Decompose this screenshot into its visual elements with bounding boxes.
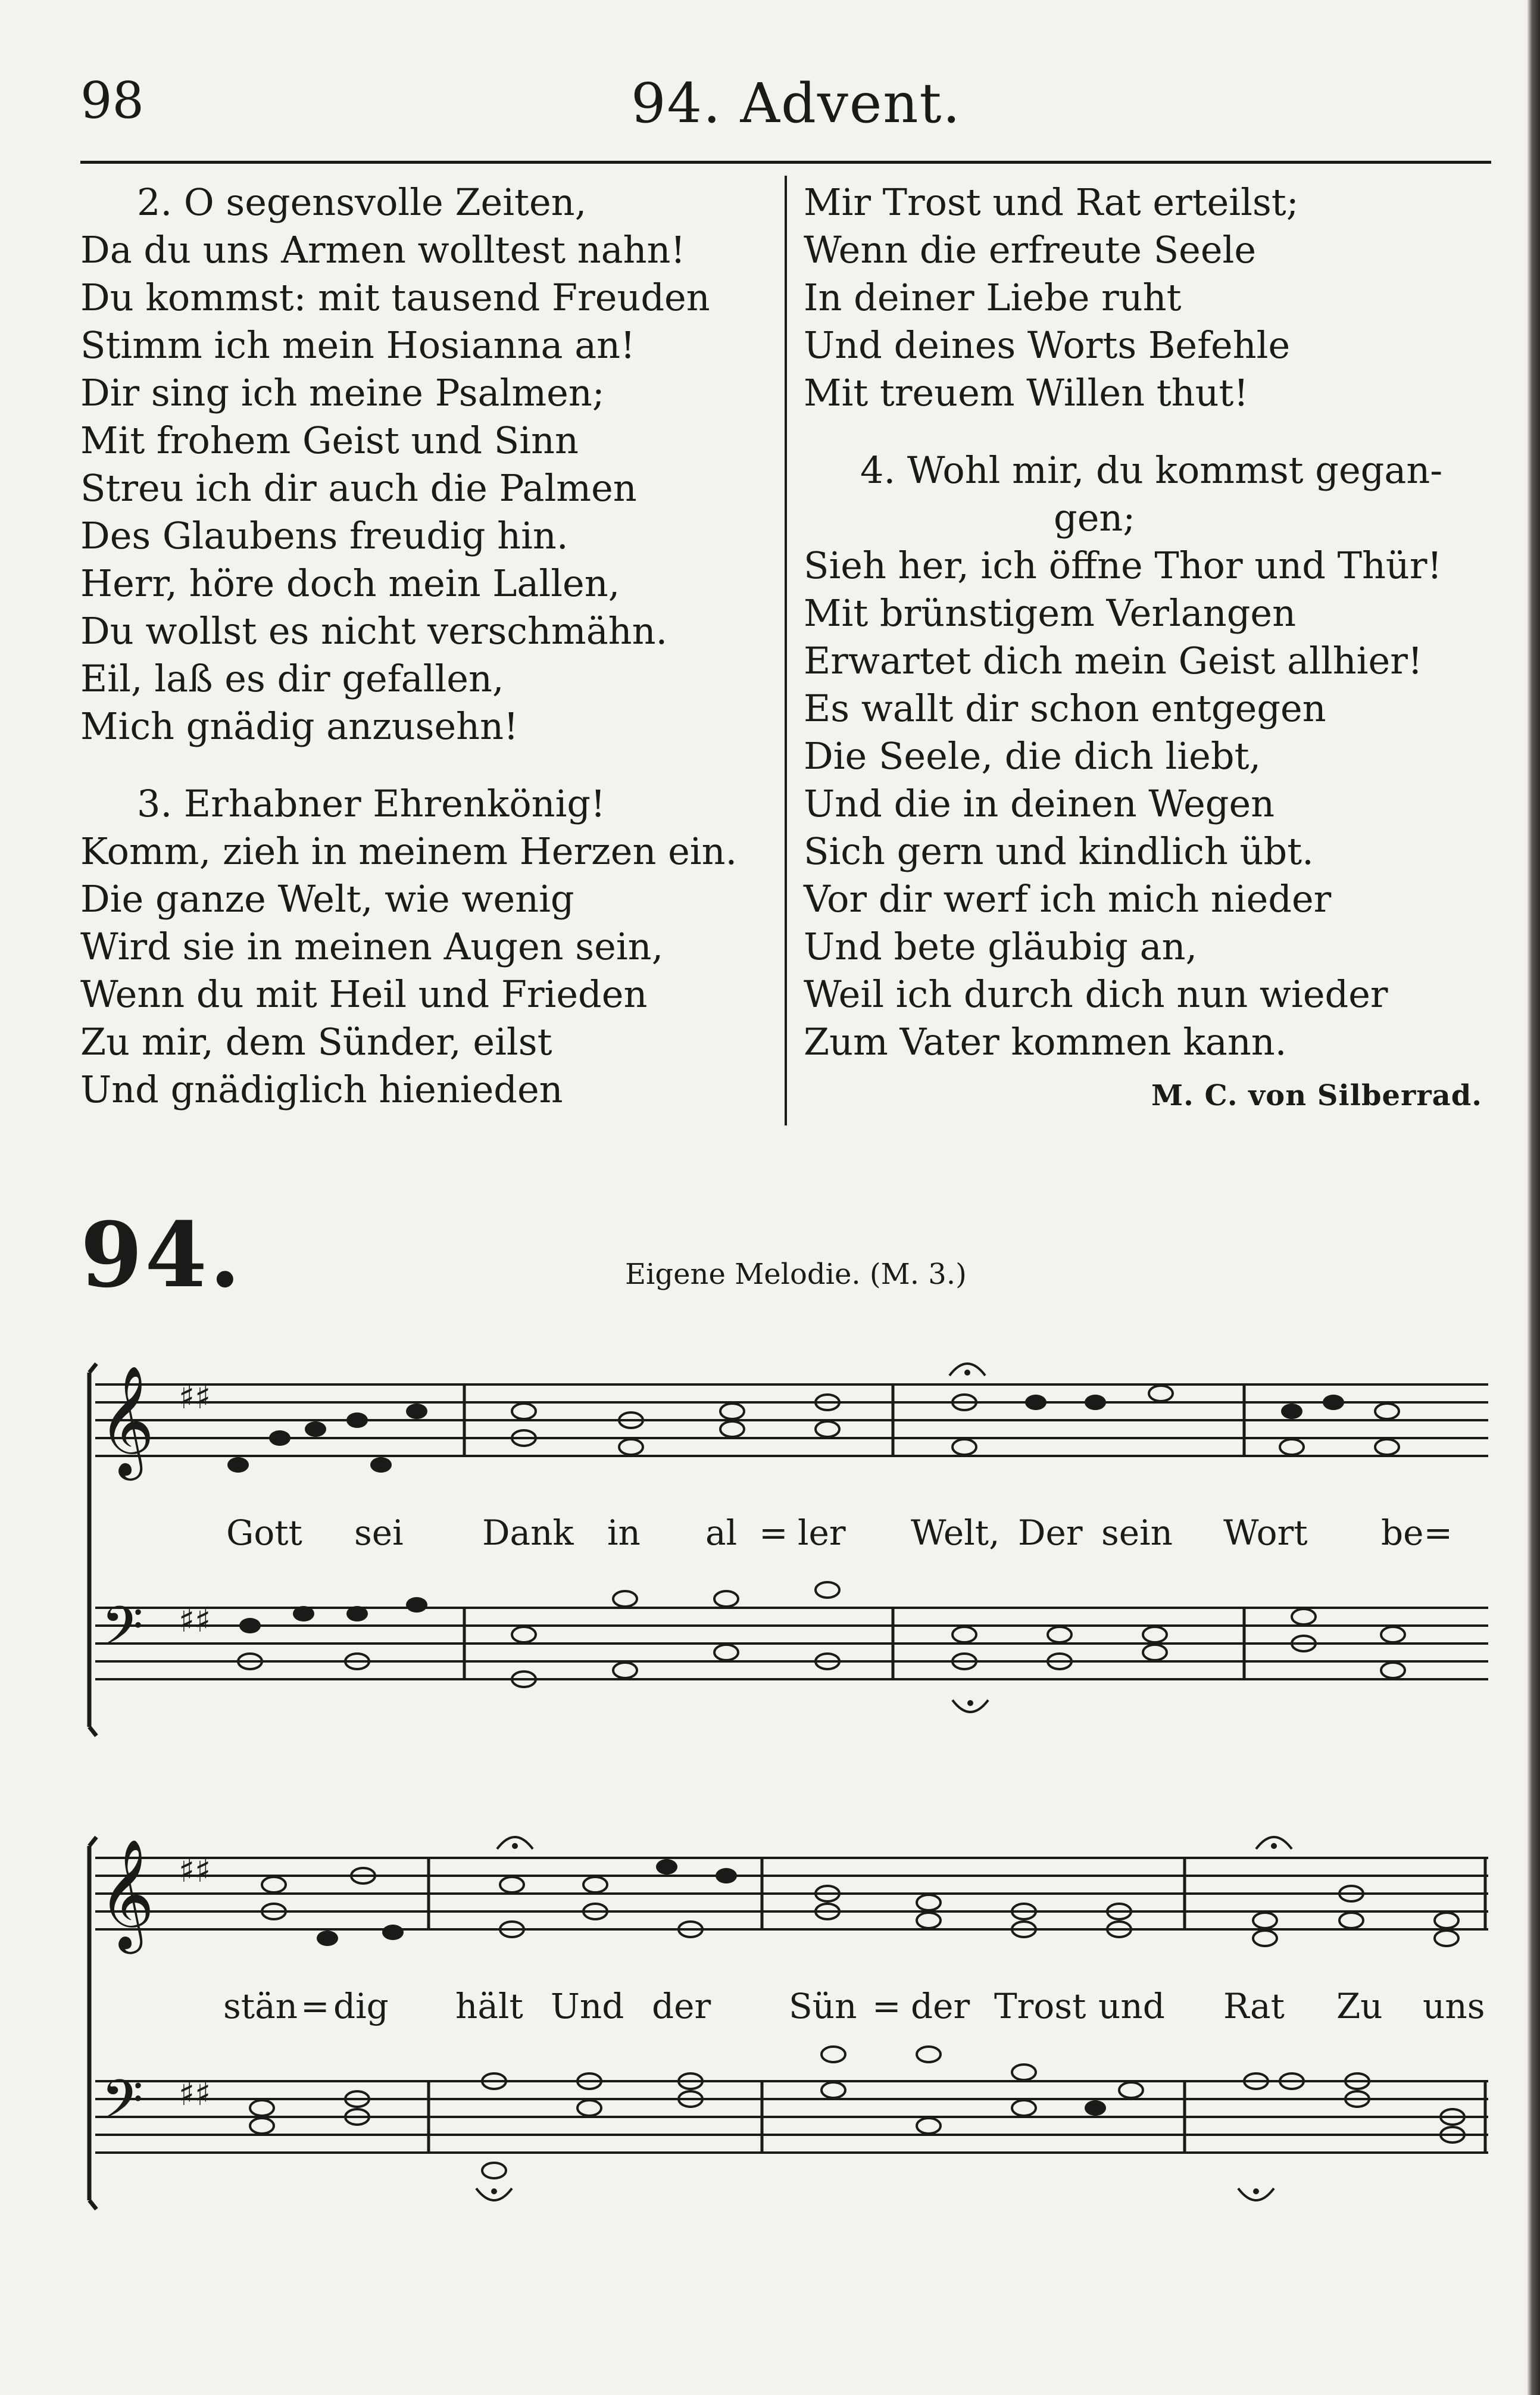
lyric-syllable: be= [1381,1513,1453,1553]
verse-line: Zu mir, dem Sünder, eilst [80,1020,552,1064]
verse-line: 3. Erhabner Ehrenkönig! [137,782,606,825]
verse-line: Sieh her, ich öffne Thor und Thür! [804,544,1442,587]
verse-line: Die ganze Welt, wie wenig [80,877,574,921]
lyric-syllable: uns [1423,1986,1485,2026]
left-column [80,179,777,1143]
lyric-syllable: der [911,1986,970,2026]
right-column [804,179,1494,1149]
lyric-syllable: stän [223,1986,298,2026]
verse-line: Wenn die erfreute Seele [804,228,1257,272]
key-signature-icon: ♯♯ [179,1851,211,1890]
verse-line: Mich gnädig anzusehn! [80,704,518,748]
verse-line: Mit frohem Geist und Sinn [80,419,579,462]
verse-line: Komm, zieh in meinem Herzen ein. [80,829,738,873]
verse-line: Weil ich durch dich nun wieder [804,972,1388,1016]
treble-clef-icon: 𝄞 [98,1364,155,1476]
lyric-syllable: Trost [994,1986,1086,2026]
stanza-3 [80,780,777,1114]
verse-line: Mit brünstigem Verlangen [804,591,1297,635]
lyric-syllable: Zu [1336,1986,1383,2026]
lyric-syllable: in [607,1513,641,1553]
verse-line: Wird sie in meinen Augen sein, [80,925,664,968]
lyric-syllable: Rat [1223,1986,1285,2026]
lyric-syllable: und [1098,1986,1165,2026]
lyric-syllable: dig [333,1986,389,2026]
header-rule [80,161,1491,164]
verse-line: Sich gern und kindlich übt. [804,829,1314,873]
verse-line: Und bete gläubig an, [804,925,1198,968]
stanza-3-continued [804,179,1494,417]
verse-line: Mit treuem Willen thut! [804,371,1249,414]
key-signature-icon: ♯♯ [179,1378,211,1417]
verse-line: Und gnädiglich hienieden [80,1068,563,1111]
lyric-syllable: sein [1101,1513,1173,1553]
lyric-syllable: Wort [1223,1513,1308,1553]
verse-line: Und deines Worts Befehle [804,323,1291,367]
lyric-syllable: al [705,1513,738,1553]
page-header [0,0,1540,161]
lyric-syllable: Und [551,1986,624,2026]
lyric-syllable: Der [1018,1513,1083,1553]
lyric-syllable: sei [354,1513,404,1553]
lyric-syllable: ler [798,1513,846,1553]
lyric-syllable: = [301,1986,330,2026]
verse-line: Du kommst: mit tausend Freuden [80,276,710,319]
verse-line: Die Seele, die dich liebt, [804,734,1261,778]
verse-line: Herr, höre doch mein Lallen, [80,562,620,605]
lyric-syllable: Gott [226,1513,302,1553]
verse-line: 4. Wohl mir, du kommst gegan- [860,448,1443,492]
page-title: 94. Advent. [631,71,961,135]
system-2-bass-staff [95,2081,1488,2153]
key-signature-icon: ♯♯ [179,1601,211,1640]
verse-line: Es wallt dir schon entgegen [804,687,1326,730]
verse-line: Des Glaubens freudig hin. [80,514,568,557]
lyric-syllable: Sün [789,1986,857,2026]
verse-line: In deiner Liebe ruht [804,276,1182,319]
column-divider [785,176,787,1125]
score-svg [0,1340,1540,2263]
verse-line: Du wollst es nicht verschmähn. [80,609,668,653]
lyric-syllable: hält [455,1986,523,2026]
bass-clef-icon: 𝄢 [101,1595,143,1671]
verse-line: Und die in deinen Wegen [804,782,1275,825]
verse-line: Mir Trost und Rat erteilst; [804,180,1299,224]
treble-clef-icon: 𝄞 [98,1838,155,1949]
verse-line: Streu ich dir auch die Palmen [80,466,637,510]
key-signature-icon: ♯♯ [179,2075,211,2113]
verse-line: Vor dir werf ich mich nieder [804,877,1332,921]
stanza-4 [804,447,1494,1119]
page-number: 98 [80,71,144,130]
lyric-syllable: = [759,1513,788,1553]
verse-line: Stimm ich mein Hosianna an! [80,323,635,367]
verse-line: gen; [1054,496,1136,540]
verse-line: Zum Vater kommen kann. [804,1020,1287,1064]
hymn-number: 94. [80,1203,243,1308]
music-score [0,1340,1540,2263]
lyric-syllable: Dank [482,1513,574,1553]
melody-note: Eigene Melodie. (M. 3.) [625,1258,967,1291]
verse-line: Dir sing ich meine Psalmen; [80,371,605,414]
verse-line: Eil, laß es dir gefallen, [80,657,504,700]
lyric-syllable: Welt, [911,1513,1000,1553]
verse-line: Wenn du mit Heil und Frieden [80,972,648,1016]
stanza-2 [80,179,777,750]
bass-clef-icon: 𝄢 [101,2068,143,2144]
lyric-syllable: = [872,1986,901,2026]
lyric-syllable: der [652,1986,711,2026]
verse-line: Erwartet dich mein Geist allhier! [804,639,1423,682]
system-2-treble-staff [95,1858,1488,1929]
author-credit: M. C. von Silberrad. [1151,1079,1482,1112]
verse-line: Da du uns Armen wolltest nahn! [80,228,686,272]
verse-line: 2. O segensvolle Zeiten, [137,180,587,224]
